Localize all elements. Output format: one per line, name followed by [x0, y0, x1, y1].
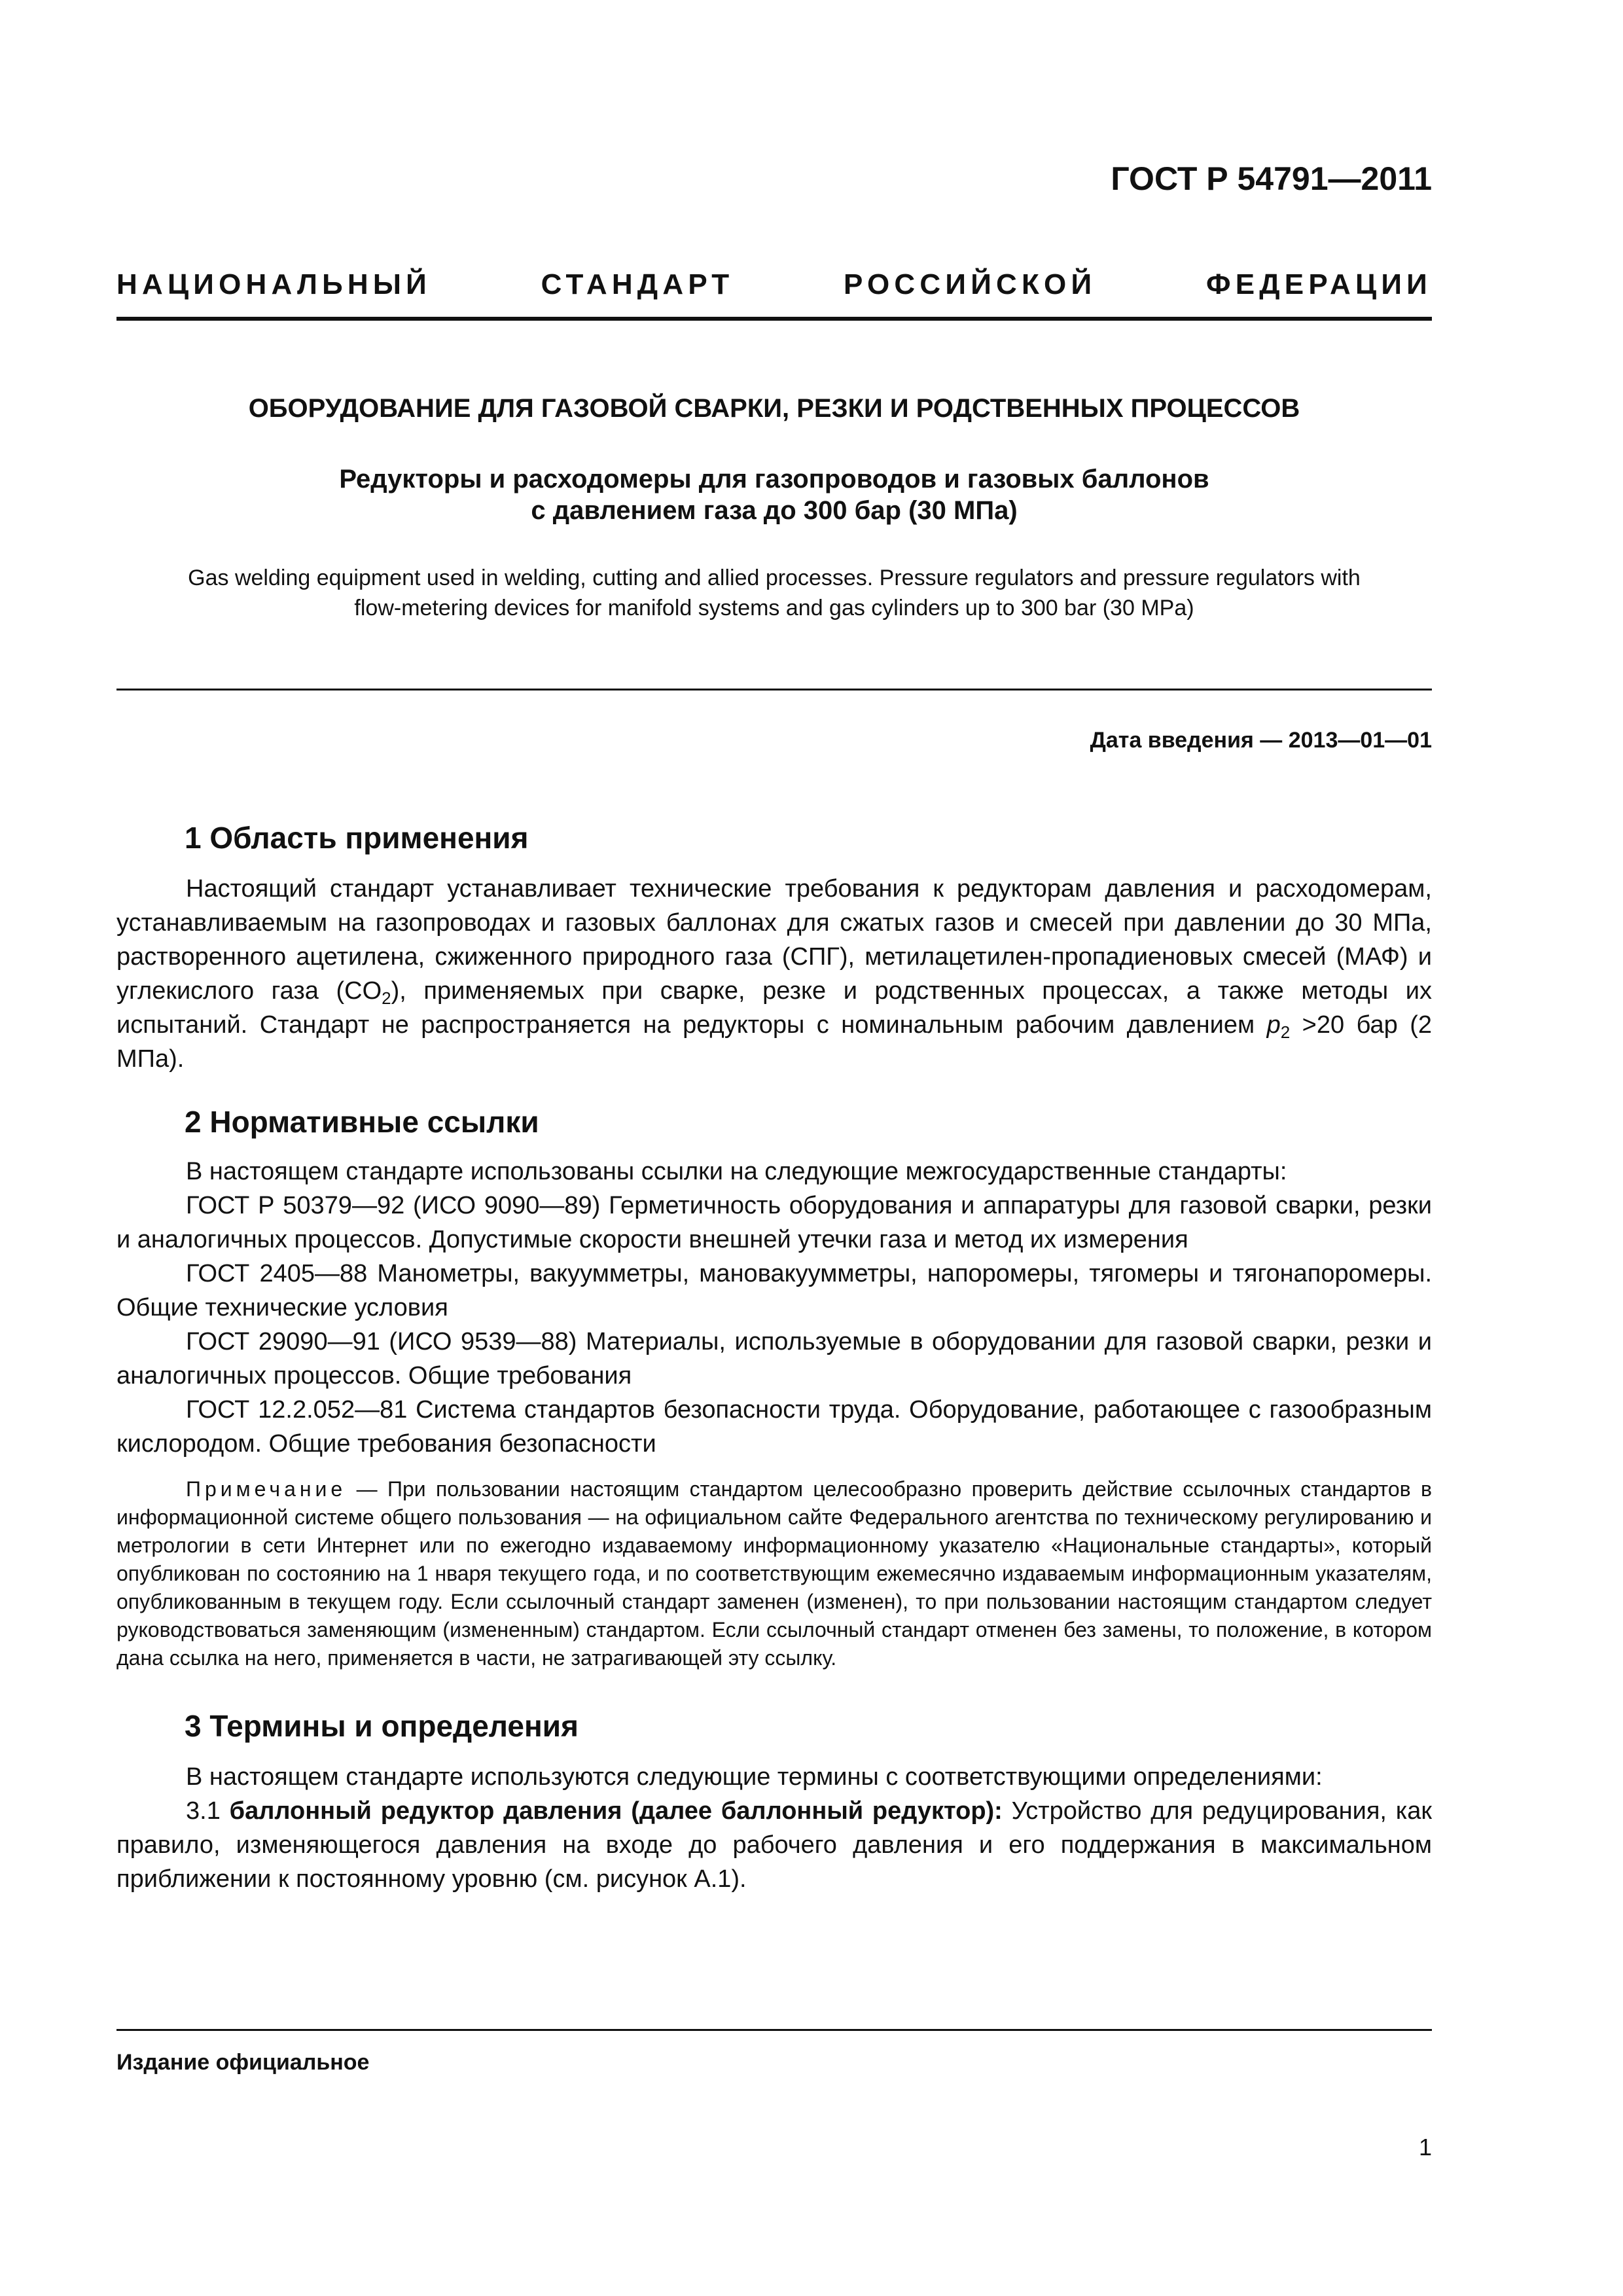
section-2-heading: 2 Нормативные ссылки [185, 1105, 539, 1139]
section-3-heading: 3 Термины и определения [185, 1709, 579, 1743]
section-1-text-a: Настоящий стандарт устанавливает технические требования к редукторам давления и расходомерам, устанавливаемым на газопроводах и газовых баллонах для сжатых газов и смесей при давлении до 30 МПа, растворенного ацетилена, сжиженного природного газа (СПГ), метилацетилен-пропадиеновых смесей (МАФ) и углекислого газа (CO [116, 875, 1432, 1005]
reference-item: ГОСТ 12.2.052—81 Система стандартов безопасности труда. Оборудование, работающее с газообразным кислородом. Общие требования безопасности [116, 1396, 1432, 1458]
document-body [116, 818, 1432, 1896]
term-3-1 [116, 1794, 1432, 1896]
english-title [116, 563, 1432, 623]
section-2-intro: В настоящем стандарте использованы ссылки на следующие межгосударственные стандарты: [186, 1158, 1287, 1185]
english-title-line-2: flow-metering devices for manifold systems and gas cylinders up to 300 bar (30 MPa) [354, 596, 1194, 620]
edition-label: Издание официальное [116, 2050, 370, 2075]
section-1-heading: 1 Область применения [185, 821, 529, 855]
note-text: — При пользовании настоящим стандартом целесообразно проверить действие ссылочных стандартов в информационной системе общего пользования — на официальном сайте Федерального агентства по техническому регулированию и метрологии в сети Интернет или по ежегодно издаваемому информационному указателю «Национальные стандарты», который опубликован по состоянию на 1 нваря текущего года, и по соответствующим ежемесячно издаваемым информационным указателям, опубликованным в текущем году. Если ссылочный стандарт заменен (изменен), то при пользовании настоящим стандартом следует руководствоваться заменяющим (измененным) стандартом. Если ссылочный стандарт отменен без замены, то положение, в котором дана ссылка на него, применяется в части, не затрагивающей эту ссылку. [116, 1477, 1432, 1670]
section-1-text-c: >20 бар (2 МПа). [116, 1011, 1432, 1073]
header-divider [116, 317, 1432, 321]
term-number: 3.1 [186, 1797, 230, 1825]
introduction-date: Дата введения — 2013—01—01 [1090, 728, 1432, 753]
section-3-intro: В настоящем стандарте используются следующие термины с соответствующими определениями: [186, 1763, 1323, 1791]
reference-item: ГОСТ 29090—91 (ИСО 9539—88) Материалы, используемые в оборудовании для газовой сварки, резки и аналогичных процессов. Общие требования [116, 1328, 1432, 1390]
document-title: ОБОРУДОВАНИЕ ДЛЯ ГАЗОВОЙ СВАРКИ, РЕЗКИ И РОДСТВЕННЫХ ПРОЦЕССОВ [248, 394, 1300, 423]
reference-item: ГОСТ 2405—88 Манометры, вакуумметры, мановакуумметры, напоромеры, тягомеры и тягонапоромеры. Общие технические условия [116, 1260, 1432, 1321]
page-number: 1 [1418, 2134, 1432, 2161]
footer-divider [116, 2029, 1432, 2031]
pressure-variable: p [1266, 1011, 1281, 1039]
title-divider [116, 689, 1432, 691]
section-1-text-b: ), применяемых при сварке, резке и родственных процессах, а также методы их испытаний. Стандарт не распространяется на редукторы с номинальным рабочим давлением [116, 977, 1432, 1039]
section-2-note [116, 1475, 1432, 1672]
document-page [116, 0, 1432, 2296]
subtitle-line-2: с давлением газа до 300 бар (30 МПа) [531, 496, 1018, 525]
pressure-subscript: 2 [1280, 1022, 1291, 1042]
english-title-line-1: Gas welding equipment used in welding, cutting and allied processes. Pressure regulators and pressure regulators with [188, 565, 1361, 590]
national-standard-banner: НАЦИОНАЛЬНЫЙ СТАНДАРТ РОССИЙСКОЙ ФЕДЕРАЦИИ [116, 268, 1432, 300]
subtitle-line-1: Редукторы и расходомеры для газопроводов и газовых баллонов [339, 465, 1209, 493]
reference-item: ГОСТ Р 50379—92 (ИСО 9090—89) Герметичность оборудования и аппаратуры для газовой сварки, резки и аналогичных процессов. Допустимые скорости внешней утечки газа и метод их измерения [116, 1192, 1432, 1253]
term-definition: Устройство для редуцирования, как правило, изменяющегося давления на входе до рабочего давления и его поддержания в максимальном приближении к постоянному уровню (см. рисунок А.1). [116, 1797, 1432, 1893]
document-subtitle [116, 463, 1432, 526]
document-number: ГОСТ Р 54791—2011 [1111, 160, 1432, 197]
co2-subscript: 2 [382, 988, 391, 1008]
note-label: Примечание [186, 1477, 347, 1501]
section-1-paragraph [116, 872, 1432, 1076]
term-name: баллонный редуктор давления (далее баллонный редуктор): [229, 1797, 1003, 1825]
